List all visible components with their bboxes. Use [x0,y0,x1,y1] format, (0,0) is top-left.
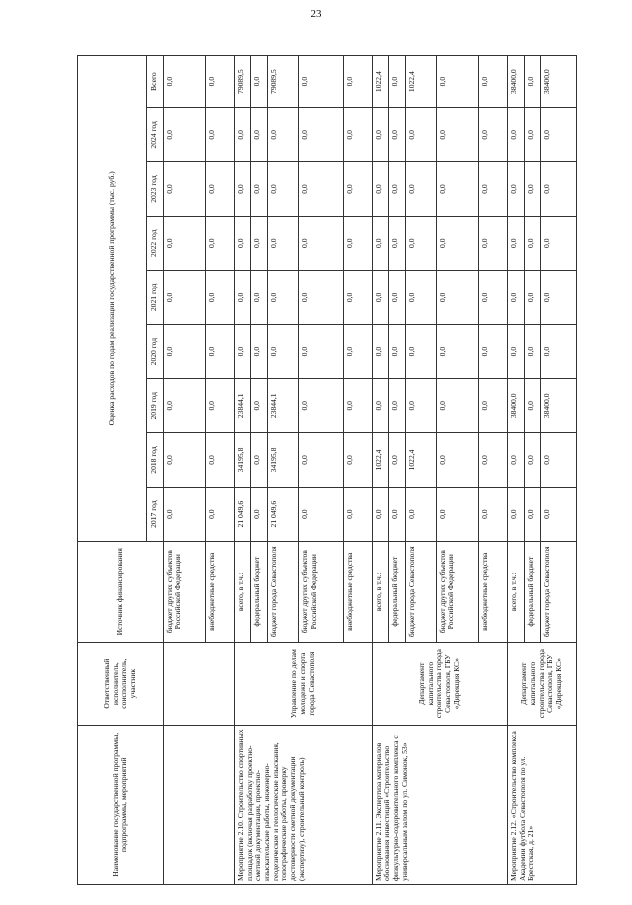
value-cell: 0,0 [405,487,436,541]
value-cell: 0,0 [251,56,268,108]
value-cell: 0,0 [479,216,508,270]
value-cell: 0,0 [389,108,406,162]
value-cell: 0,0 [251,325,268,379]
header-year: 2020 год [146,325,163,379]
value-cell: 0,0 [436,216,479,270]
table-row [234,56,251,885]
value-cell: 0,0 [344,433,373,487]
value-cell: 0,0 [372,487,389,541]
value-cell: 38400,0 [507,56,524,108]
value-cell: 0,0 [298,162,343,216]
value-cell: 0,0 [372,216,389,270]
value-cell: 0,0 [524,216,541,270]
value-cell: 0,0 [298,216,343,270]
value-cell: 0,0 [163,487,206,541]
value-cell: 0,0 [344,325,373,379]
value-cell: 0,0 [541,433,577,487]
value-cell: 0,0 [507,108,524,162]
value-cell: 0,0 [163,216,206,270]
header-name: Наименование государственной программы, подпрограммы, мероприятий [78,725,164,884]
header-source: Источник финансирования [78,541,164,642]
source-cell: федеральный бюджет [251,541,268,642]
responsible-cell-empty [163,642,234,725]
value-cell: 0,0 [541,270,577,324]
value-cell: 0,0 [405,379,436,433]
measure-name-2-11: Мероприятие 2.11. Экспертиза материалов обоснования инвестиций «Строительство физкультурно-оздоровительного комплекса с универсальным залом по ул. Симонок, 53» [372,725,507,884]
value-cell: 0,0 [268,270,299,324]
value-cell: 0,0 [163,56,206,108]
value-cell: 0,0 [479,379,508,433]
value-cell: 0,0 [436,325,479,379]
header-year: 2022 год [146,216,163,270]
responsible-2-10: Управление по делам молодежи и спорта города Севастополя [234,642,372,725]
responsible-2-12: Департамент капитального строительства города Севастополя, ГБУ «Дирекция КС» [507,642,576,725]
value-cell: 0,0 [206,325,235,379]
value-cell: 0,0 [479,270,508,324]
value-cell: 0,0 [268,216,299,270]
value-cell: 0,0 [507,270,524,324]
source-cell: всего, в т.ч.: [507,541,524,642]
value-cell: 0,0 [524,379,541,433]
value-cell: 34195,8 [234,433,251,487]
value-cell: 79089,5 [268,56,299,108]
value-cell: 0,0 [206,487,235,541]
value-cell: 0,0 [344,216,373,270]
value-cell: 79089,5 [234,56,251,108]
value-cell: 0,0 [206,216,235,270]
value-cell: 0,0 [268,325,299,379]
value-cell: 0,0 [206,56,235,108]
value-cell: 0,0 [234,325,251,379]
value-cell: 0,0 [436,108,479,162]
value-cell: 0,0 [389,433,406,487]
header-year: 2019 год [146,379,163,433]
value-cell: 0,0 [389,162,406,216]
value-cell: 0,0 [524,433,541,487]
source-cell: федеральный бюджет [389,541,406,642]
responsible-2-11: Департамент капитального строительства города Севастополя, ГБУ «Дирекция КС» [372,642,507,725]
value-cell: 0,0 [436,487,479,541]
value-cell: 38400,0 [541,379,577,433]
value-cell: 0,0 [436,433,479,487]
value-cell: 0,0 [405,162,436,216]
source-cell: бюджет города Севастополя [541,541,577,642]
value-cell: 0,0 [507,325,524,379]
value-cell: 1022,4 [405,433,436,487]
value-cell: 0,0 [524,325,541,379]
value-cell: 0,0 [507,216,524,270]
header-year: 2024 год [146,108,163,162]
value-cell: 38400,0 [541,56,577,108]
table-row [163,56,206,885]
value-cell: 21 049,6 [234,487,251,541]
source-cell: внебюджетные средства [344,541,373,642]
value-cell: 0,0 [524,108,541,162]
value-cell: 0,0 [234,108,251,162]
value-cell: 0,0 [541,325,577,379]
value-cell: 0,0 [507,433,524,487]
value-cell: 0,0 [234,216,251,270]
value-cell: 0,0 [344,379,373,433]
page-number: 23 [310,8,322,20]
value-cell: 0,0 [405,270,436,324]
value-cell: 0,0 [541,487,577,541]
source-cell: внебюджетные средства [479,541,508,642]
value-cell: 23844,1 [268,379,299,433]
value-cell: 0,0 [479,108,508,162]
value-cell: 0,0 [251,108,268,162]
header-year: 2018 год [146,433,163,487]
value-cell: 0,0 [436,270,479,324]
header-year: 2023 год [146,162,163,216]
header-row-1 [78,56,147,885]
value-cell: 1022,4 [372,56,389,108]
header-estimate: Оценка расходов по годам реализации государственной программы (тыс. руб.) [78,56,147,542]
source-cell: бюджет города Севастополя [405,541,436,642]
value-cell: 0,0 [479,162,508,216]
value-cell: 0,0 [436,379,479,433]
value-cell: 0,0 [479,325,508,379]
value-cell: 0,0 [372,379,389,433]
value-cell: 0,0 [389,270,406,324]
measure-name-2-12: Мероприятие 2.12. «Строительство комплекса Академии футбола Севастополя по ул. Брестская, д. 21» [507,725,576,884]
value-cell: 0,0 [541,216,577,270]
source-cell: внебюджетные средства [206,541,235,642]
value-cell: 0,0 [298,487,343,541]
table-row [507,56,524,885]
value-cell: 0,0 [206,379,235,433]
header-year: 2021 год [146,270,163,324]
value-cell: 0,0 [507,162,524,216]
value-cell: 0,0 [541,108,577,162]
value-cell: 0,0 [251,270,268,324]
value-cell: 0,0 [206,270,235,324]
value-cell: 0,0 [344,56,373,108]
value-cell: 0,0 [206,162,235,216]
value-cell: 0,0 [479,56,508,108]
value-cell: 0,0 [479,487,508,541]
source-cell: бюджет других субъектов Российской Федерации [436,541,479,642]
value-cell: 0,0 [389,379,406,433]
value-cell: 0,0 [389,56,406,108]
value-cell: 38400,0 [507,379,524,433]
value-cell: 0,0 [389,487,406,541]
value-cell: 0,0 [251,379,268,433]
value-cell: 23844,1 [234,379,251,433]
value-cell: 0,0 [206,108,235,162]
value-cell: 0,0 [372,325,389,379]
value-cell: 0,0 [298,56,343,108]
value-cell: 0,0 [389,325,406,379]
value-cell: 0,0 [234,162,251,216]
value-cell: 34195,8 [268,433,299,487]
value-cell: 0,0 [163,433,206,487]
budget-table [77,55,577,885]
value-cell: 0,0 [234,270,251,324]
header-year: 2017 год [146,487,163,541]
source-cell: бюджет города Севастополя [268,541,299,642]
value-cell: 0,0 [524,56,541,108]
value-cell: 0,0 [163,325,206,379]
value-cell: 0,0 [251,162,268,216]
source-cell: бюджет других субъектов Российской Федерации [298,541,343,642]
value-cell: 0,0 [251,433,268,487]
value-cell: 21 049,6 [268,487,299,541]
measure-name-2-10: Мероприятие 2.10. Строительство спортивных площадок (включая разработку проектно-сметной документации, проектно-изыскательские работы, инженерно-геодезические и геологические изыскания, топографические работы, проверку достоверности сметной документации (экспертизу), строительный контроль) [234,725,372,884]
header-total: Всего [146,56,163,108]
value-cell: 0,0 [405,216,436,270]
value-cell: 0,0 [405,325,436,379]
value-cell: 0,0 [163,270,206,324]
value-cell: 0,0 [541,162,577,216]
table-row [372,56,389,885]
value-cell: 0,0 [405,108,436,162]
rotated-table-container [77,55,577,885]
value-cell: 0,0 [344,162,373,216]
value-cell: 0,0 [163,162,206,216]
value-cell: 0,0 [344,270,373,324]
value-cell: 0,0 [344,487,373,541]
value-cell: 0,0 [372,108,389,162]
value-cell: 0,0 [206,433,235,487]
value-cell: 0,0 [479,433,508,487]
source-cell: всего, в т.ч.: [372,541,389,642]
value-cell: 0,0 [251,487,268,541]
value-cell: 1022,4 [405,56,436,108]
value-cell: 0,0 [436,162,479,216]
source-cell: бюджет других субъектов Российской Федерации [163,541,206,642]
value-cell: 0,0 [298,379,343,433]
value-cell: 0,0 [268,162,299,216]
value-cell: 0,0 [372,270,389,324]
source-cell: федеральный бюджет [524,541,541,642]
value-cell: 0,0 [344,108,373,162]
value-cell: 0,0 [524,487,541,541]
value-cell: 0,0 [163,108,206,162]
header-responsible: Ответственный исполнитель, соисполнитель, участник [78,642,164,725]
value-cell: 0,0 [389,216,406,270]
value-cell: 0,0 [524,270,541,324]
value-cell: 0,0 [163,379,206,433]
value-cell: 0,0 [298,270,343,324]
value-cell: 0,0 [507,487,524,541]
value-cell: 1022,4 [372,433,389,487]
source-cell: всего, в т.ч.: [234,541,251,642]
value-cell: 0,0 [251,216,268,270]
value-cell: 0,0 [268,108,299,162]
value-cell: 0,0 [436,56,479,108]
name-cell-empty [163,725,234,884]
value-cell: 0,0 [298,108,343,162]
value-cell: 0,0 [298,325,343,379]
value-cell: 0,0 [298,433,343,487]
value-cell: 0,0 [372,162,389,216]
value-cell: 0,0 [524,162,541,216]
